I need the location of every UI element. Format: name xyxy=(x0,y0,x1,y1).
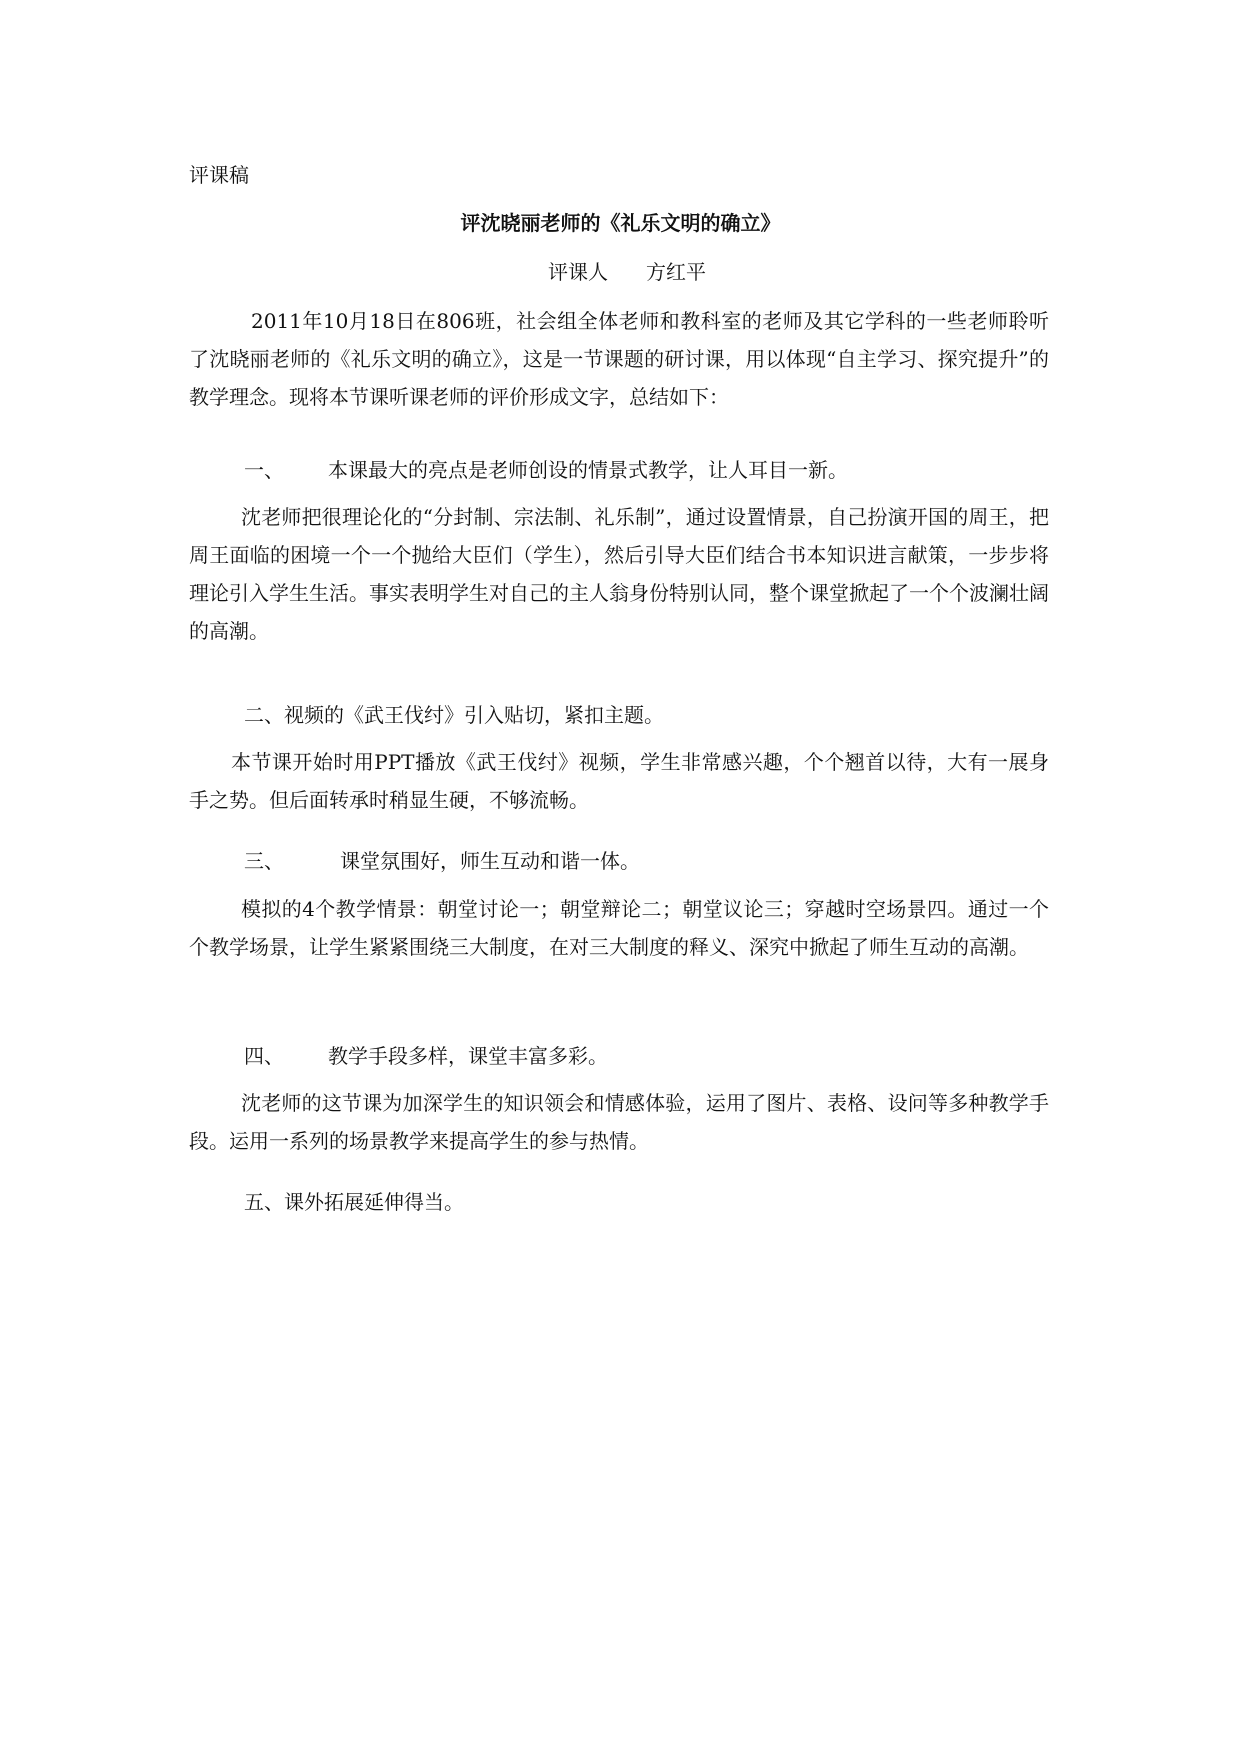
document-label: 评课稿 xyxy=(189,163,249,187)
section-heading-5 xyxy=(244,1190,464,1214)
document-title: 评沈晓丽老师的《礼乐文明的确立》 xyxy=(460,211,781,235)
section-body-1: 沈老师把很理论化的“分封制、宗法制、礼乐制”，通过设置情景，自己扮演开国的周王，把周王面临的困境一个一个抛给大臣们（学生），然后引导大臣们结合书本知识进言献策，一步步将理论引入学生生活。事实表明学生对自己的主人翁身份特别认同，整个课堂掀起了一个个波澜壮阔的高潮。 xyxy=(189,505,1049,643)
section-heading-4 xyxy=(244,1044,608,1068)
section-title-5: 课外拓展延伸得当。 xyxy=(284,1190,464,1214)
section-heading-3 xyxy=(244,849,640,873)
section-number-2: 二、 xyxy=(244,703,284,727)
reviewer-name: 方红平 xyxy=(646,260,706,284)
reviewer-role: 评课人 xyxy=(548,260,608,284)
reviewer-line xyxy=(548,260,798,284)
section-title-4: 教学手段多样，课堂丰富多彩。 xyxy=(328,1044,608,1068)
section-title-3: 课堂氛围好，师生互动和谐一体。 xyxy=(340,849,640,873)
section-body-2: 本节课开始时用PPT播放《武王伐纣》视频，学生非常感兴趣，个个翘首以待，大有一展身手之势。但后面转承时稍显生硬，不够流畅。 xyxy=(189,750,1049,812)
section-number-3: 三、 xyxy=(244,849,284,873)
section-heading-2 xyxy=(244,703,664,727)
section-title-1: 本课最大的亮点是老师创设的情景式教学，让人耳目一新。 xyxy=(328,458,848,482)
section-number-4: 四、 xyxy=(244,1044,284,1068)
section-body-3: 模拟的4个教学情景：朝堂讨论一；朝堂辩论二；朝堂议论三；穿越时空场景四。通过一个个教学场景，让学生紧紧围绕三大制度，在对三大制度的释义、深究中掀起了师生互动的高潮。 xyxy=(189,897,1049,959)
section-body-4: 沈老师的这节课为加深学生的知识领会和情感体验，运用了图片、表格、设问等多种教学手段。运用一系列的场景教学来提高学生的参与热情。 xyxy=(189,1091,1049,1153)
section-title-2: 视频的《武王伐纣》引入贴切，紧扣主题。 xyxy=(284,703,664,727)
section-number-1: 一、 xyxy=(244,458,284,482)
section-heading-1 xyxy=(244,458,848,482)
section-number-5: 五、 xyxy=(244,1190,284,1214)
intro-paragraph: 2011年10月18日在806班，社会组全体老师和教科室的老师及其它学科的一些老师聆听了沈晓丽老师的《礼乐文明的确立》，这是一节课题的研讨课，用以体现“自主学习、探究提升”的教学理念。现将本节课听课老师的评价形成文字，总结如下： xyxy=(189,309,1049,409)
